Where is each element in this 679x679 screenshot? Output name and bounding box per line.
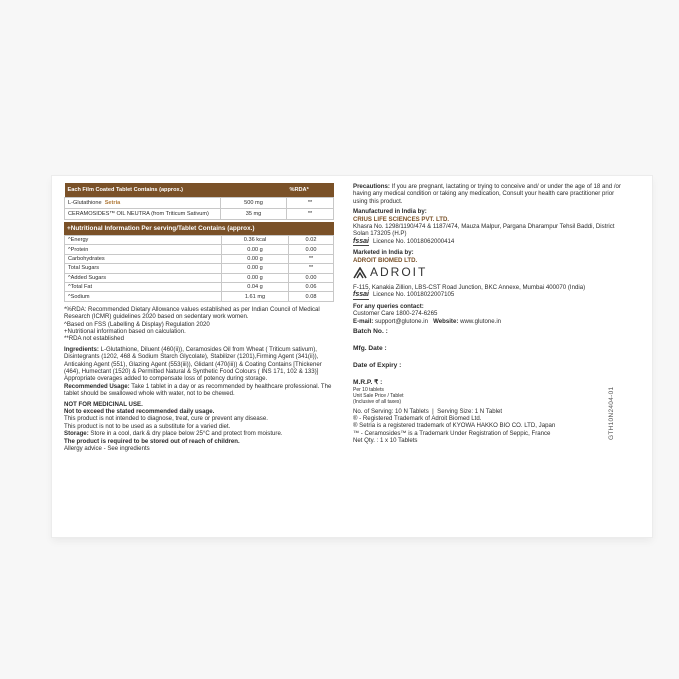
licence-line: fssai Licence No. 10018022007105 bbox=[353, 291, 455, 299]
ingredients: Ingredients: L-Glutathione, Diluent (460(ii)), Ceramosides Oil from Wheat ( Triticum sativum), Disintegrants (1202, 468 & Sodium Starch Glycolate), Stabilizer (1201),Firming Agent (341(ii)), Anticaking Agent (551), Glazing Agent (553(iii)), Glidant (470(iii)) & Coating Contains [Thickener (464), Humectant (1520) & Permitted Natural & Synthetic Food Colours ( INS 171, 102 & 133)] bbox=[64, 345, 322, 375]
licence-line: fssai Licence No. 10018062000414 bbox=[353, 237, 455, 245]
serial-code: GTH10N2404-01 bbox=[608, 386, 615, 440]
fssai-logo-icon: fssai bbox=[353, 291, 369, 299]
footnotes: *%RDA: Recommended Dietary Allowance values established as per Indian Council of Medical Research (ICMR) guidelines 2020 based on sedentary work women. ^Based on FSS (Labelling & Display) Regulation 2020 +Nutritional information based on calculation. **RDA not established Ingredients: L-Glutathione, Diluent (460(ii)), Ceramosides Oil from Wheat ( Triticum sativum), Disintegrants (1202, 468 & Sodium Starch Glycolate), Stabilizer (1201),Firming Agent (341(ii)), Anticaking Agent (551), Glazing Agent (553(iii)), Glidant (470(iii)) & Coating Contains [Thickener (464), Humectant (1520) & Permitted Natural & Synthetic Food Colours ( INS 171, 102 & 133)] Appropriate overages added to compensate loss of potency during storage. Recommended Usage: Take 1 tablet in a day or as recommended by healthcare professional. The tablet should be swallowed whole with water, not to be chewed. NOT FOR MEDICINAL USE. Not to exceed the stated recommended daily usage. This product is not intended to diagnose, treat, cure or prevent any disease. This product is not to be used as a substitute for a varied diet. Storage: Store in a cool, dark & dry place below 25°C and protect from moisture. The product is required to be stored out of reach of children. Allergy advice - See ingredients bbox=[64, 306, 334, 453]
right-column: Precautions: If you are pregnant, lactating or trying to conceive and/ or under the age of 18 and /or having any medical condition or taking any medication, Consult your health care practitioner prior using this product. Manufactured in India by: CRIUS LIFE SCIENCES PVT. LTD. Khasra No. 1298/1190/474 & 1187/474, Mauza Malpur, Pargana Dharampur Tehsil Baddi, District Solan 173205 (H.P) fssai Licence No. 10018062000414 Marketed in India by: ADROIT BIOMED LTD. ADROIT F-115, Kanakia Zillion, LBS-CST Road Junction, BKC Annexe, Mumbai 400070 (India) fssai Licence No. 10018022007105 For any queries contact: Customer Care 1800-274-6265 E-mail: support@glutone.in Website: www.glutone.in Batch No. : Mfg. Date : Date of Expiry : M.R.P. ₹ : Per 10 tablets Unit Sale Price / Tablet (Inclusive of all taxes) No. of Serving: 10 N Tablets | Serving Size: 1 N Tablet ® - Registered Trademark of Adroit Biomed Ltd. ® Setria is a registered trademark of KYOWA HAKKO BIO CO. LTD, Japan ™ - Ceramosides™ is a Trademark Under Registration of Seppic, France Net Qty. : 1 x 10 Tablets bbox=[353, 183, 621, 445]
mrp-field: M.R.P. ₹ : bbox=[353, 379, 383, 387]
left-column bbox=[64, 183, 334, 452]
mfg-date-field: Mfg. Date : bbox=[353, 345, 387, 353]
table-row: Total Sugars 0.00 g ** bbox=[65, 264, 334, 273]
composition-header: Each Film Coated Tablet Contains (approx.) bbox=[65, 183, 221, 198]
precautions: Precautions: If you are pregnant, lactating or trying to conceive and/ or under the age of 18 and /or having any medical condition or taking any medication, Consult your health care practitioner prior using this product. bbox=[353, 183, 621, 205]
batch-field: Batch No. : bbox=[353, 328, 388, 336]
label-panel bbox=[52, 176, 652, 537]
expiry-field: Date of Expiry : bbox=[353, 362, 402, 370]
adroit-mark-icon bbox=[353, 267, 367, 279]
fssai-logo-icon: fssai bbox=[353, 237, 369, 245]
table-row: ^Protein 0.00 g 0.00 bbox=[65, 245, 334, 254]
table-row: ^Energy 0.36 kcal 0.02 bbox=[65, 236, 334, 245]
usage: Recommended Usage: Take 1 tablet in a day or as recommended by healthcare professional. The tablet should be swallowed whole with water, not to be chewed. bbox=[64, 382, 332, 398]
adroit-logo: ADROIT bbox=[353, 267, 621, 279]
table-row: L-Glutathione Setria 500 mg ** bbox=[65, 198, 334, 209]
table-row: ^Added Sugars 0.00 g 0.00 bbox=[65, 273, 334, 282]
nutrition-title: +Nutritional Information Per serving/Tablet Contains (approx.) bbox=[64, 222, 334, 235]
contact-line: E-mail: support@glutone.in Website: www.glutone.in bbox=[353, 317, 502, 325]
storage: Storage: Store in a cool, dark & dry place below 25°C and protect from moisture. bbox=[64, 430, 283, 438]
table-row: CERAMOSIDES™ OIL NEUTRA (from Triticum Sativum) 35 mg ** bbox=[65, 209, 334, 220]
table-row: Carbohydrates 0.00 g ** bbox=[65, 254, 334, 263]
rda-header: %RDA* bbox=[287, 183, 334, 198]
table-row: ^Sodium 1.61 mg 0.08 bbox=[65, 292, 334, 301]
serving-info: No. of Serving: 10 N Tablets | Serving Size: 1 N Tablet bbox=[353, 407, 503, 415]
marketer-name: ADROIT BIOMED LTD. bbox=[353, 256, 418, 264]
manufacturer-name: CRIUS LIFE SCIENCES PVT. LTD. bbox=[353, 215, 450, 223]
mrp-details: Per 10 tablets Unit Sale Price / Tablet (Inclusive of all taxes) bbox=[353, 386, 404, 405]
table-row: ^Total Fat 0.04 g 0.06 bbox=[65, 282, 334, 291]
nutrition-table bbox=[64, 235, 334, 302]
composition-table bbox=[64, 183, 334, 220]
